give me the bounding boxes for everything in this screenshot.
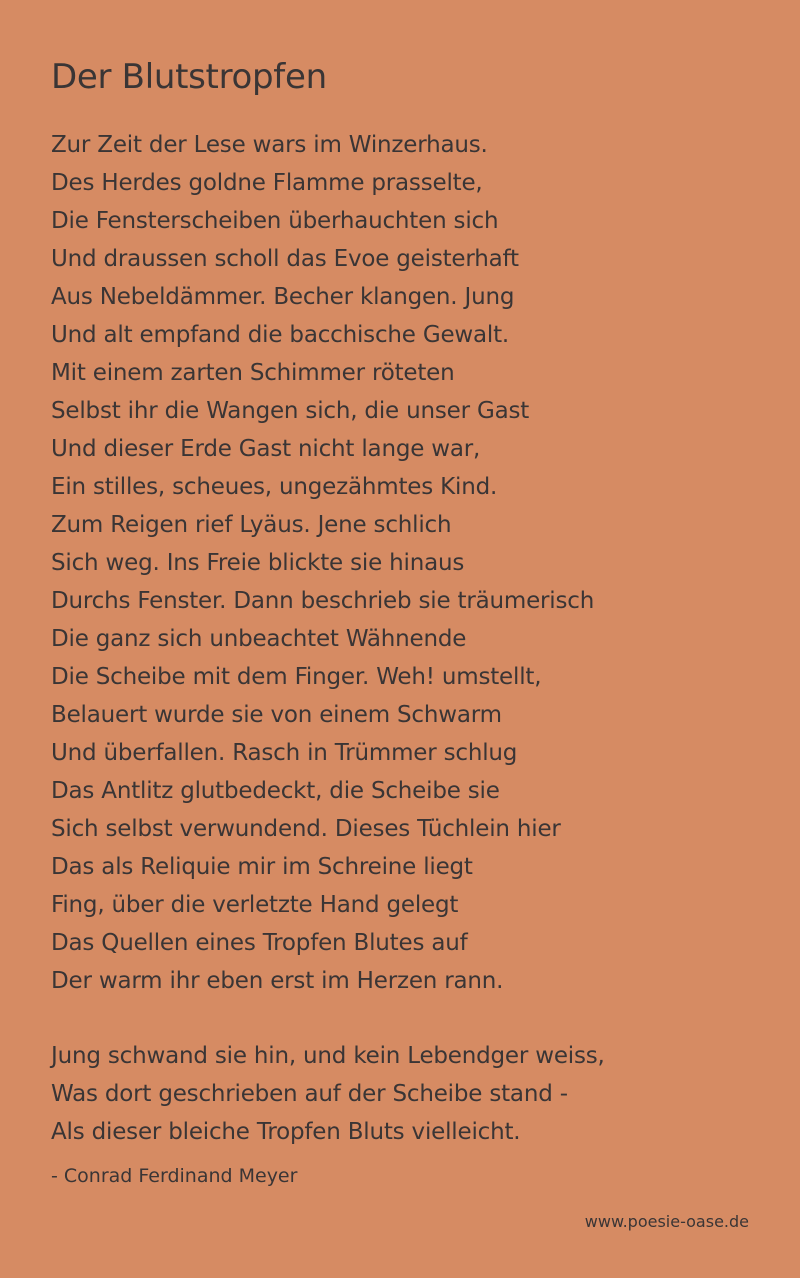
poem-line: Das als Reliquie mir im Schreine liegt [51, 854, 473, 880]
poem-line: Selbst ihr die Wangen sich, die unser Gast [51, 398, 530, 424]
stanza-1 [51, 126, 594, 1000]
stanza-2 [51, 1037, 605, 1151]
poem-line: Und draussen scholl das Evoe geisterhaft [51, 246, 519, 272]
poem-line: Zur Zeit der Lese wars im Winzerhaus. [51, 132, 488, 158]
poem-line: Das Antlitz glutbedeckt, die Scheibe sie [51, 778, 500, 804]
poem-line: Die Fensterscheiben überhauchten sich [51, 208, 499, 234]
poem-line: Und alt empfand die bacchische Gewalt. [51, 322, 510, 348]
poem-title: Der Blutstropfen [51, 57, 327, 97]
poem-line: Zum Reigen rief Lyäus. Jene schlich [51, 512, 452, 538]
poem-line: Der warm ihr eben erst im Herzen rann. [51, 968, 504, 994]
poem-line: Als dieser bleiche Tropfen Bluts vielleicht. [51, 1119, 521, 1145]
poem-line: Die Scheibe mit dem Finger. Weh! umstellt, [51, 664, 542, 690]
poem-line: Und überfallen. Rasch in Trümmer schlug [51, 740, 518, 766]
poem-line: Jung schwand sie hin, und kein Lebendger weiss, [51, 1043, 605, 1069]
poem-line: Ein stilles, scheues, ungezähmtes Kind. [51, 474, 498, 500]
poem-line: Durchs Fenster. Dann beschrieb sie träumerisch [51, 588, 595, 614]
poem-line: Sich selbst verwundend. Dieses Tüchlein hier [51, 816, 561, 842]
poem-line: Das Quellen eines Tropfen Blutes auf [51, 930, 468, 956]
website-link[interactable]: www.poesie-oase.de [584, 1212, 749, 1231]
poem-line: Aus Nebeldämmer. Becher klangen. Jung [51, 284, 515, 310]
poem-author: - Conrad Ferdinand Meyer [51, 1165, 298, 1187]
poem-line: Des Herdes goldne Flamme prasselte, [51, 170, 483, 196]
poem-line: Was dort geschrieben auf der Scheibe stand - [51, 1081, 568, 1107]
poem-line: Belauert wurde sie von einem Schwarm [51, 702, 502, 728]
poem-line: Und dieser Erde Gast nicht lange war, [51, 436, 481, 462]
poem-line: Sich weg. Ins Freie blickte sie hinaus [51, 550, 465, 576]
poem-line: Die ganz sich unbeachtet Wähnende [51, 626, 467, 652]
poem-line: Fing, über die verletzte Hand gelegt [51, 892, 459, 918]
poem-line: Mit einem zarten Schimmer röteten [51, 360, 455, 386]
